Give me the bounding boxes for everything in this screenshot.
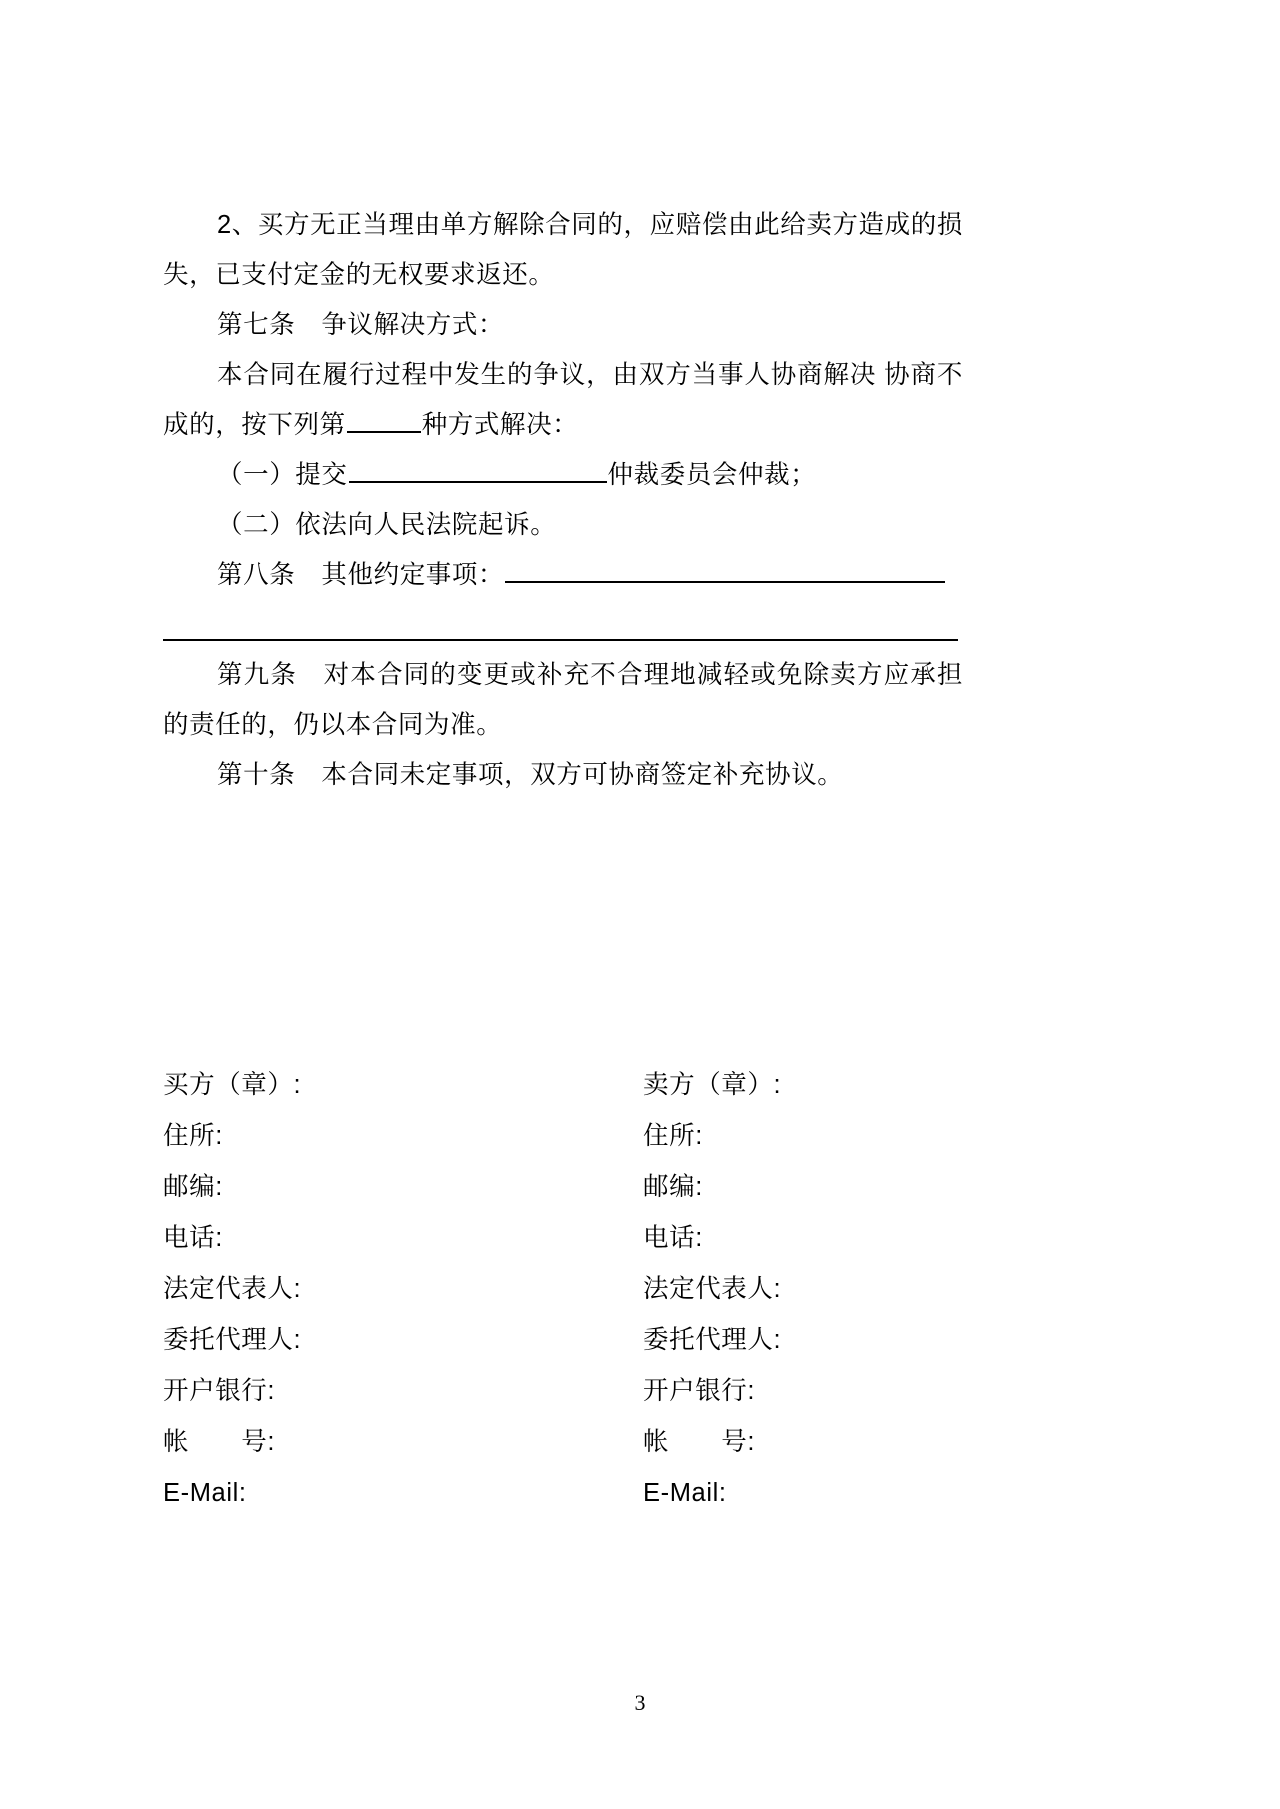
signature-row bbox=[163, 1264, 963, 1315]
option-1-paragraph bbox=[163, 450, 963, 500]
seller-postcode-label: 邮编: bbox=[643, 1173, 703, 1201]
clause-2-paragraph: 2、买方无正当理由单方解除合同的，应赔偿由此给卖方造成的损失，已支付定金的无权要求返还。 bbox=[163, 211, 963, 289]
arbitration-committee-blank[interactable] bbox=[349, 454, 607, 483]
seller-account-label: 帐 号: bbox=[643, 1428, 756, 1456]
buyer-legal-representative-label: 法定代表人: bbox=[163, 1275, 302, 1303]
buyer-account-label: 帐 号: bbox=[163, 1428, 276, 1456]
option-1-label: （一）提交 bbox=[217, 461, 348, 489]
article-8-blank-line-2-row bbox=[163, 600, 963, 650]
signature-row bbox=[163, 1111, 963, 1162]
buyer-seal-label: 买方（章）: bbox=[163, 1071, 302, 1099]
article-8-blank-line-2[interactable] bbox=[163, 639, 958, 641]
buyer-authorized-agent-label: 委托代理人: bbox=[163, 1326, 302, 1354]
article-9-paragraph: 第九条 对本合同的变更或补充不合理地减轻或免除卖方应承担的责任的，仍以本合同为准。 bbox=[163, 661, 963, 739]
seller-email-label: E-Mail: bbox=[643, 1479, 727, 1507]
article-7-heading: 第七条 争议解决方式： bbox=[217, 311, 505, 339]
signature-block bbox=[163, 1060, 963, 1519]
buyer-address-label: 住所: bbox=[163, 1122, 223, 1150]
seller-authorized-agent-label: 委托代理人: bbox=[643, 1326, 782, 1354]
signature-row bbox=[163, 1315, 963, 1366]
buyer-postcode-label: 邮编: bbox=[163, 1173, 223, 1201]
article-7-method-blank[interactable] bbox=[347, 404, 421, 433]
article-8-blank-line-1[interactable] bbox=[505, 554, 945, 583]
article-10-paragraph: 第十条 本合同未定事项，双方可协商签定补充协议。 bbox=[217, 761, 844, 789]
seller-legal-representative-label: 法定代表人: bbox=[643, 1275, 782, 1303]
article-7-text-after-blank: 种方式解决： bbox=[421, 411, 579, 439]
signature-row bbox=[163, 1468, 963, 1519]
buyer-bank-label: 开户银行: bbox=[163, 1377, 276, 1405]
signature-row bbox=[163, 1213, 963, 1264]
seller-seal-label: 卖方（章）: bbox=[643, 1071, 782, 1099]
signature-row bbox=[163, 1417, 963, 1468]
signature-row bbox=[163, 1162, 963, 1213]
article-7-paragraph bbox=[163, 350, 963, 450]
article-7-text-before-blank: 本合同在履行过程中发生的争议，由双方当事人协商解决 协商不成的，按下列第 bbox=[163, 361, 963, 439]
signature-row bbox=[163, 1060, 963, 1111]
option-2-paragraph: （二）依法向人民法院起诉。 bbox=[217, 511, 557, 539]
document-body bbox=[163, 200, 963, 800]
seller-address-label: 住所: bbox=[643, 1122, 703, 1150]
page-number: 3 bbox=[634, 1690, 646, 1715]
article-8-label: 第八条 其他约定事项： bbox=[217, 561, 505, 589]
buyer-email-label: E-Mail: bbox=[163, 1479, 247, 1507]
article-8-paragraph bbox=[163, 550, 963, 600]
buyer-phone-label: 电话: bbox=[163, 1224, 223, 1252]
option-1-suffix: 仲裁委员会仲裁； bbox=[607, 461, 817, 489]
seller-bank-label: 开户银行: bbox=[643, 1377, 756, 1405]
signature-row bbox=[163, 1366, 963, 1417]
seller-phone-label: 电话: bbox=[643, 1224, 703, 1252]
